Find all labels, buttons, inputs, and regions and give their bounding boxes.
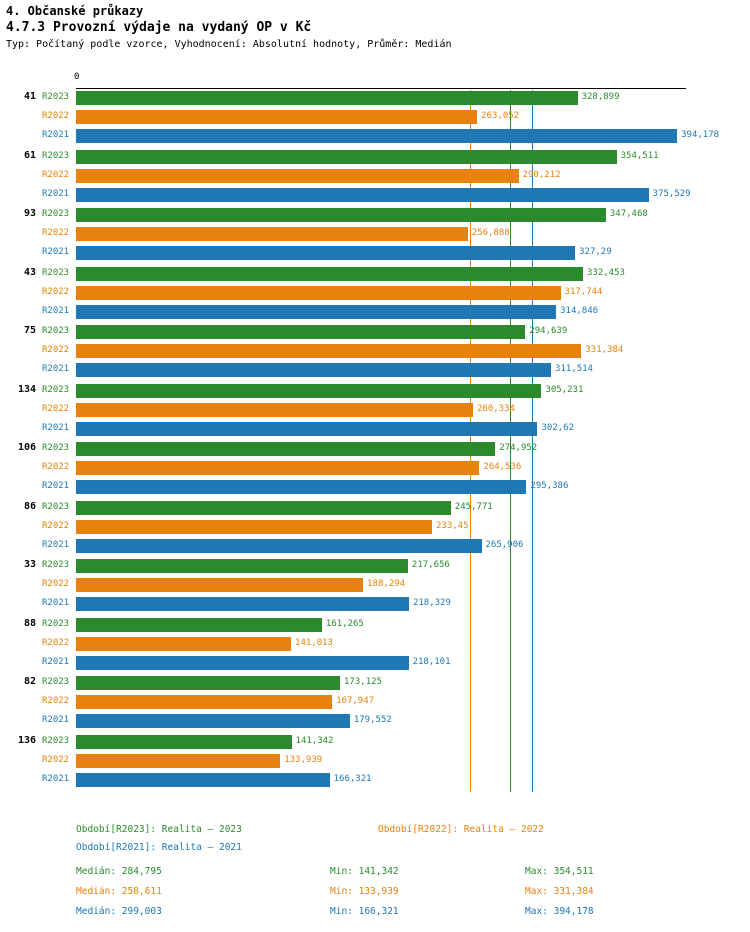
legend-entry-2021: Období[R2021]: Realita – 2021 xyxy=(76,842,242,853)
bar-value-label: 347,468 xyxy=(609,209,648,219)
bar[interactable] xyxy=(76,422,537,436)
bar-value-label: 328,899 xyxy=(581,92,620,102)
bar[interactable] xyxy=(76,520,432,534)
bar-row xyxy=(0,207,750,223)
bar[interactable] xyxy=(76,735,292,749)
bar-row xyxy=(0,675,750,691)
bar-row xyxy=(0,285,750,301)
bar-value-label: 332,453 xyxy=(586,267,625,278)
bar[interactable] xyxy=(76,325,525,339)
bar-group xyxy=(0,207,750,267)
bar-row xyxy=(0,694,750,710)
bar[interactable] xyxy=(76,695,332,709)
bar-group xyxy=(0,558,750,618)
legend-max-2021: Max: 394,178 xyxy=(525,906,594,917)
bar-value-label: 218,101 xyxy=(412,656,451,667)
bar-group xyxy=(0,383,750,443)
bar[interactable] xyxy=(76,480,526,494)
bar-value-label: 317,744 xyxy=(564,286,603,297)
bar[interactable] xyxy=(76,305,556,319)
bar[interactable] xyxy=(76,676,340,690)
bar-group-label: 106 xyxy=(17,442,36,453)
bar-group-label: 75 xyxy=(23,325,36,336)
bar[interactable] xyxy=(76,129,677,143)
bar-series-label: R2023 xyxy=(42,209,70,219)
bar-row xyxy=(0,460,750,476)
bar-row xyxy=(0,266,750,282)
bar-series-label: R2023 xyxy=(42,384,70,395)
report-section-title: 4. Občanské průkazy xyxy=(6,4,144,18)
bar-series-label: R2021 xyxy=(42,130,70,140)
bar-value-label: 375,529 xyxy=(652,188,691,199)
bar-value-label: 305,231 xyxy=(545,384,584,395)
bar-row xyxy=(0,772,750,788)
bar-series-label: R2022 xyxy=(42,286,70,297)
bar-row xyxy=(0,90,750,106)
bar-value-label: 263,052 xyxy=(481,111,520,121)
bar-value-label: 327,29 xyxy=(579,247,612,257)
bar[interactable] xyxy=(76,227,468,241)
bar-series-label: R2021 xyxy=(42,656,70,667)
bar-value-label: 274,952 xyxy=(499,443,538,453)
bar-series-label: R2021 xyxy=(42,188,70,199)
bar[interactable] xyxy=(76,461,479,475)
bar-row xyxy=(0,149,750,165)
bar-value-label: 302,62 xyxy=(541,422,574,433)
bar-value-label: 265,906 xyxy=(485,539,524,550)
bar[interactable] xyxy=(76,188,649,202)
chart-plot-area xyxy=(0,72,750,812)
bar-row xyxy=(0,441,750,457)
bar[interactable] xyxy=(76,539,482,553)
bar-row xyxy=(0,362,750,378)
bar[interactable] xyxy=(76,501,451,515)
bar-row xyxy=(0,343,750,359)
bar[interactable] xyxy=(76,656,409,670)
bar-group-label: 136 xyxy=(17,734,36,746)
bar-row xyxy=(0,402,750,418)
bar-series-label: R2022 xyxy=(42,579,70,589)
bar-value-label: 290,212 xyxy=(522,169,561,180)
chart-header xyxy=(0,0,750,52)
bar-group xyxy=(0,734,750,794)
bar-row xyxy=(0,636,750,652)
bar[interactable] xyxy=(76,169,519,183)
bar[interactable] xyxy=(76,578,363,592)
bar-series-label: R2021 xyxy=(42,598,70,608)
bar-row xyxy=(0,753,750,769)
bar[interactable] xyxy=(76,208,606,222)
bar[interactable] xyxy=(76,363,551,377)
bar-value-label: 331,384 xyxy=(585,345,624,355)
legend-max-2023: Max: 354,511 xyxy=(525,866,594,877)
legend-median-2022: Medián: 258,611 xyxy=(76,886,162,897)
bar-row xyxy=(0,324,750,340)
bar-group xyxy=(0,500,750,560)
bar-group-label: 88 xyxy=(23,617,36,629)
bar-row xyxy=(0,519,750,535)
bar-row xyxy=(0,383,750,399)
bar-row xyxy=(0,304,750,320)
bar-value-label: 354,511 xyxy=(620,150,659,161)
bar-value-label: 218,329 xyxy=(412,598,451,608)
bar-value-label: 394,178 xyxy=(681,130,720,140)
bar-row xyxy=(0,617,750,633)
bar-row xyxy=(0,479,750,495)
bar[interactable] xyxy=(76,637,291,651)
bar[interactable] xyxy=(76,150,617,164)
bar-value-label: 166,321 xyxy=(333,773,372,784)
x-axis-line xyxy=(76,88,686,89)
bar-series-label: R2023 xyxy=(42,267,70,278)
bar-group-label: 134 xyxy=(17,383,36,395)
legend-median-2021: Medián: 299,003 xyxy=(76,906,162,917)
legend-row-stats-2022 xyxy=(0,886,750,904)
bar-row xyxy=(0,187,750,203)
bar-row xyxy=(0,577,750,593)
legend-row-stats-2023 xyxy=(0,866,750,884)
bar-series-label: R2021 xyxy=(42,715,70,725)
bar-group xyxy=(0,90,750,150)
x-axis-zero-tick-label: 0 xyxy=(74,72,80,82)
bar[interactable] xyxy=(76,403,473,417)
bar-group xyxy=(0,617,750,677)
bar-series-label: R2023 xyxy=(42,326,70,336)
bar-series-label: R2021 xyxy=(42,305,70,316)
bar[interactable] xyxy=(76,773,330,787)
bar-value-label: 256,888 xyxy=(471,228,510,238)
bar[interactable] xyxy=(76,286,561,300)
bar-series-label: R2021 xyxy=(42,773,70,784)
bar-group-label: 33 xyxy=(23,559,36,570)
bar-value-label: 167,947 xyxy=(336,696,375,706)
bar-series-label: R2022 xyxy=(42,462,70,472)
bar[interactable] xyxy=(76,267,583,281)
legend-entry-2023: Období[R2023]: Realita – 2023 xyxy=(76,824,242,835)
bar[interactable] xyxy=(76,754,280,768)
bar-row xyxy=(0,109,750,125)
bar-row xyxy=(0,596,750,612)
bar-row xyxy=(0,128,750,144)
bar-row xyxy=(0,538,750,554)
bar-row xyxy=(0,734,750,750)
bar[interactable] xyxy=(76,110,477,124)
bar-value-label: 217,656 xyxy=(411,560,450,570)
bar-series-label: R2023 xyxy=(42,560,70,570)
bar-series-label: R2023 xyxy=(42,677,70,687)
bar-value-label: 314,846 xyxy=(560,305,599,316)
legend-median-2023: Medián: 284,795 xyxy=(76,866,162,877)
bar-series-label: R2023 xyxy=(42,735,70,746)
bar-value-label: 141,013 xyxy=(295,637,333,648)
bar-series-label: R2021 xyxy=(42,481,70,491)
bar-value-label: 161,265 xyxy=(325,618,364,629)
bar[interactable] xyxy=(76,442,495,456)
bar-value-label: 133,939 xyxy=(284,754,323,765)
bar-series-label: R2023 xyxy=(42,92,70,102)
bar-value-label: 245,771 xyxy=(454,501,493,512)
bar-value-label: 260,334 xyxy=(477,403,515,414)
bar-series-label: R2021 xyxy=(42,422,70,433)
legend-row-series-names xyxy=(0,824,750,842)
bar-value-label: 179,552 xyxy=(353,715,392,725)
bar-series-label: R2022 xyxy=(42,228,70,238)
bar-row xyxy=(0,713,750,729)
bar-series-label: R2022 xyxy=(42,696,70,706)
bar-series-label: R2021 xyxy=(42,247,70,257)
bar-value-label: 173,125 xyxy=(344,677,382,687)
bar-group xyxy=(0,149,750,209)
bar-group-label: 93 xyxy=(23,208,36,219)
bar-series-label: R2023 xyxy=(42,618,70,629)
bar-series-label: R2022 xyxy=(42,754,70,765)
bar[interactable] xyxy=(76,618,322,632)
bar-group-label: 43 xyxy=(23,266,36,278)
bar-group xyxy=(0,324,750,384)
bar[interactable] xyxy=(76,597,409,611)
bar-row xyxy=(0,245,750,261)
bar-series-label: R2022 xyxy=(42,345,70,355)
bar-series-label: R2022 xyxy=(42,637,70,648)
bar-series-label: R2023 xyxy=(42,501,70,512)
bar[interactable] xyxy=(76,714,350,728)
bar-row xyxy=(0,226,750,242)
bar-group xyxy=(0,266,750,326)
bar-value-label: 264,536 xyxy=(483,462,522,472)
bar[interactable] xyxy=(76,559,408,573)
bar[interactable] xyxy=(76,384,541,398)
legend-min-2023: Min: 141,342 xyxy=(330,866,399,877)
bar-row xyxy=(0,168,750,184)
bar-value-label: 188,294 xyxy=(367,579,406,589)
bar-group-label: 41 xyxy=(23,91,36,102)
legend-max-2022: Max: 331,384 xyxy=(525,886,594,897)
bar-series-label: R2021 xyxy=(42,539,70,550)
bar-group-label: 61 xyxy=(23,149,36,161)
legend-min-2021: Min: 166,321 xyxy=(330,906,399,917)
bar-group-label: 86 xyxy=(23,500,36,512)
bar-value-label: 295,386 xyxy=(530,481,569,491)
bar-row xyxy=(0,558,750,574)
bar-series-label: R2023 xyxy=(42,443,70,453)
legend-row-series-2021 xyxy=(0,842,750,860)
bar[interactable] xyxy=(76,344,581,358)
bar-series-label: R2022 xyxy=(42,111,70,121)
bar-group xyxy=(0,441,750,501)
chart-subtitle: Typ: Počítaný podle vzorce, Vyhodnocení: Absolutní hodnoty, Průměr: Medián xyxy=(6,39,452,50)
bar-row xyxy=(0,421,750,437)
bar-group xyxy=(0,675,750,735)
bar-series-label: R2023 xyxy=(42,150,70,161)
bar-value-label: 233,45 xyxy=(436,520,469,531)
bar-series-label: R2021 xyxy=(42,364,70,374)
legend-min-2022: Min: 133,939 xyxy=(330,886,399,897)
chart-title: 4.7.3 Provozní výdaje na vydaný OP v Kč xyxy=(6,20,312,35)
legend-row-stats-2021 xyxy=(0,906,750,924)
bar-series-label: R2022 xyxy=(42,520,70,531)
bar-value-label: 294,639 xyxy=(529,326,568,336)
bar-value-label: 141,342 xyxy=(295,735,334,746)
bar[interactable] xyxy=(76,91,578,105)
bar[interactable] xyxy=(76,246,575,260)
bar-group-label: 82 xyxy=(23,676,36,687)
legend-entry-2022: Období[R2022]: Realita – 2022 xyxy=(378,824,544,835)
bar-value-label: 311,514 xyxy=(555,364,593,374)
bar-series-label: R2022 xyxy=(42,403,70,414)
bar-series-label: R2022 xyxy=(42,169,70,180)
bar-row xyxy=(0,500,750,516)
bar-row xyxy=(0,655,750,671)
